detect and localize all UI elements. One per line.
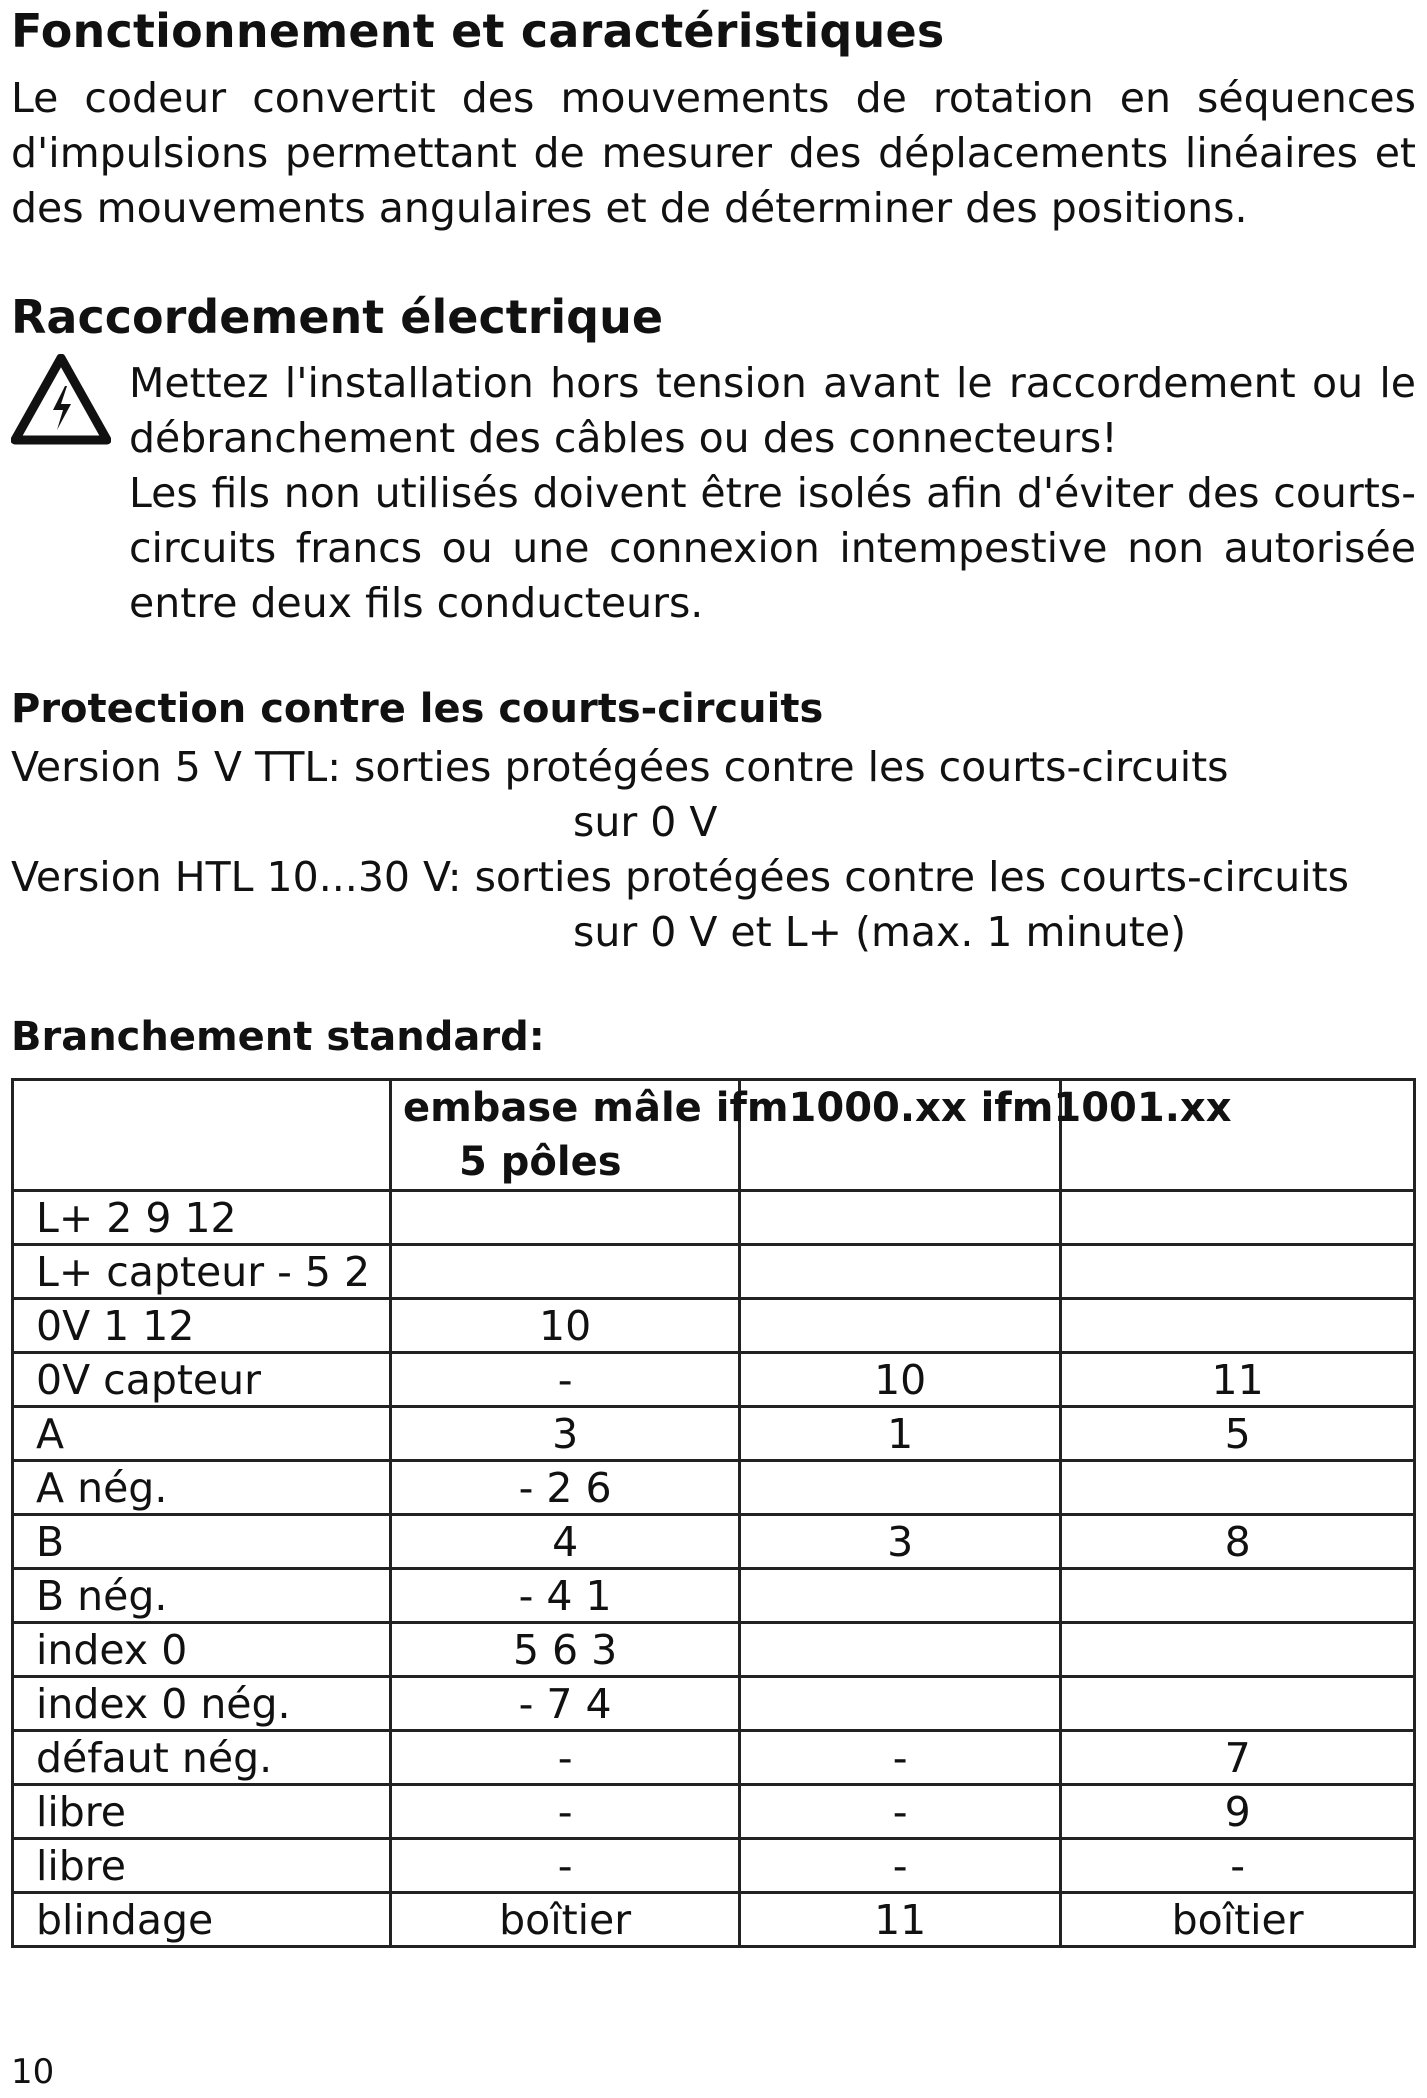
standard-connection-title: Branchement standard: [11, 1014, 545, 1060]
page-number: 10 [11, 2052, 55, 2092]
pin-value-cell: 11 [1061, 1353, 1415, 1407]
protection-htl-detail: sur 0 V et L+ (max. 1 minute) [573, 908, 1187, 956]
table-row [13, 1893, 1415, 1947]
pin-value-cell: 10 [391, 1299, 740, 1353]
signal-name-cell: A nég. [13, 1461, 391, 1515]
signal-name-cell: index 0 [13, 1623, 391, 1677]
pin-value-cell [740, 1299, 1061, 1353]
pin-value-cell: 10 [740, 1353, 1061, 1407]
table-row [13, 1191, 1415, 1245]
pin-value-cell [740, 1461, 1061, 1515]
signal-name-cell: blindage [13, 1893, 391, 1947]
table-row [13, 1407, 1415, 1461]
pin-value-cell: 3 [740, 1515, 1061, 1569]
pin-value-cell [740, 1245, 1061, 1299]
signal-name-cell: libre [13, 1785, 391, 1839]
pin-value-cell: 4 [391, 1515, 740, 1569]
section-title-raccordement: Raccordement électrique [11, 290, 664, 344]
table-header-line2: 5 pôles [459, 1139, 622, 1185]
pin-value-cell: boîtier [391, 1893, 740, 1947]
pin-value-cell: 9 [1061, 1785, 1415, 1839]
pin-value-cell: - [740, 1785, 1061, 1839]
pin-value-cell: - [391, 1731, 740, 1785]
warning-line-power-off: Mettez l'installation hors tension avant le raccordement ou le débranchement des câbles ou des connecteurs! [129, 359, 1416, 462]
warning-text [129, 356, 1416, 631]
pin-value-cell [391, 1245, 740, 1299]
table-header-text [403, 1081, 1232, 1189]
pin-value-cell: - [740, 1731, 1061, 1785]
pin-value-cell [740, 1677, 1061, 1731]
table-row [13, 1623, 1415, 1677]
pin-value-cell: - 4 1 [391, 1569, 740, 1623]
section-title-fonctionnement: Fonctionnement et caractéristiques [11, 4, 945, 58]
pin-value-cell: 8 [1061, 1515, 1415, 1569]
pin-value-cell [740, 1569, 1061, 1623]
pin-value-cell: 1 [740, 1407, 1061, 1461]
protection-title: Protection contre les courts-circuits [11, 686, 824, 732]
pin-value-cell [1061, 1191, 1415, 1245]
pin-value-cell [1061, 1623, 1415, 1677]
pin-value-cell [391, 1191, 740, 1245]
pin-value-cell: - 7 4 [391, 1677, 740, 1731]
table-row [13, 1569, 1415, 1623]
pin-value-cell [1061, 1461, 1415, 1515]
pin-value-cell: 5 [1061, 1407, 1415, 1461]
pin-value-cell: - [391, 1839, 740, 1893]
pin-value-cell: boîtier [1061, 1893, 1415, 1947]
pin-value-cell: 11 [740, 1893, 1061, 1947]
header-cell [13, 1080, 391, 1191]
signal-name-cell: L+ 2 9 12 [13, 1191, 391, 1245]
pin-value-cell: - [1061, 1839, 1415, 1893]
protection-htl-label: Version HTL 10...30 V: sorties protégées contre les courts-circuits [11, 853, 1350, 901]
pin-value-cell [1061, 1677, 1415, 1731]
signal-name-cell: 0V capteur [13, 1353, 391, 1407]
electrical-hazard-warning-icon [11, 354, 111, 446]
table-row [13, 1785, 1415, 1839]
table-header-line1: embase mâle ifm1000.xx ifm1001.xx [403, 1085, 1232, 1131]
pin-value-cell: - [740, 1839, 1061, 1893]
signal-name-cell: A [13, 1407, 391, 1461]
signal-name-cell: B nég. [13, 1569, 391, 1623]
pin-value-cell [1061, 1245, 1415, 1299]
pin-value-cell: - 2 6 [391, 1461, 740, 1515]
signal-name-cell: B [13, 1515, 391, 1569]
table-row [13, 1731, 1415, 1785]
pin-value-cell: 7 [1061, 1731, 1415, 1785]
pin-value-cell [1061, 1299, 1415, 1353]
warning-line-isolate-wires: Les fils non utilisés doivent être isolés afin d'éviter des courts-circuits francs ou une connexion intempestive non autorisée entre deux fils conducteurs. [129, 469, 1416, 627]
protection-5v-detail: sur 0 V [573, 798, 718, 846]
table-row [13, 1515, 1415, 1569]
pin-value-cell [1061, 1569, 1415, 1623]
section-body-fonctionnement: Le codeur convertit des mouvements de rotation en séquences d'impulsions permettant de mesurer des déplacements linéaires et des mouvements angulaires et de déterminer des positions. [11, 74, 1416, 232]
signal-name-cell: défaut nég. [13, 1731, 391, 1785]
pin-value-cell: 5 6 3 [391, 1623, 740, 1677]
signal-name-cell: libre [13, 1839, 391, 1893]
pin-value-cell: - [391, 1353, 740, 1407]
pin-value-cell [740, 1623, 1061, 1677]
pin-value-cell: - [391, 1785, 740, 1839]
pin-assignment-table [11, 1078, 1416, 1948]
protection-5v-label: Version 5 V TTL: sorties protégées contre les courts-circuits [11, 743, 1229, 791]
table-row [13, 1353, 1415, 1407]
signal-name-cell: 0V 1 12 [13, 1299, 391, 1353]
table-row [13, 1461, 1415, 1515]
table-row [13, 1245, 1415, 1299]
signal-name-cell: index 0 nég. [13, 1677, 391, 1731]
table-row [13, 1677, 1415, 1731]
signal-name-cell: L+ capteur - 5 2 [13, 1245, 391, 1299]
table-row [13, 1299, 1415, 1353]
pin-value-cell: 3 [391, 1407, 740, 1461]
pin-value-cell [740, 1191, 1061, 1245]
table-row [13, 1839, 1415, 1893]
